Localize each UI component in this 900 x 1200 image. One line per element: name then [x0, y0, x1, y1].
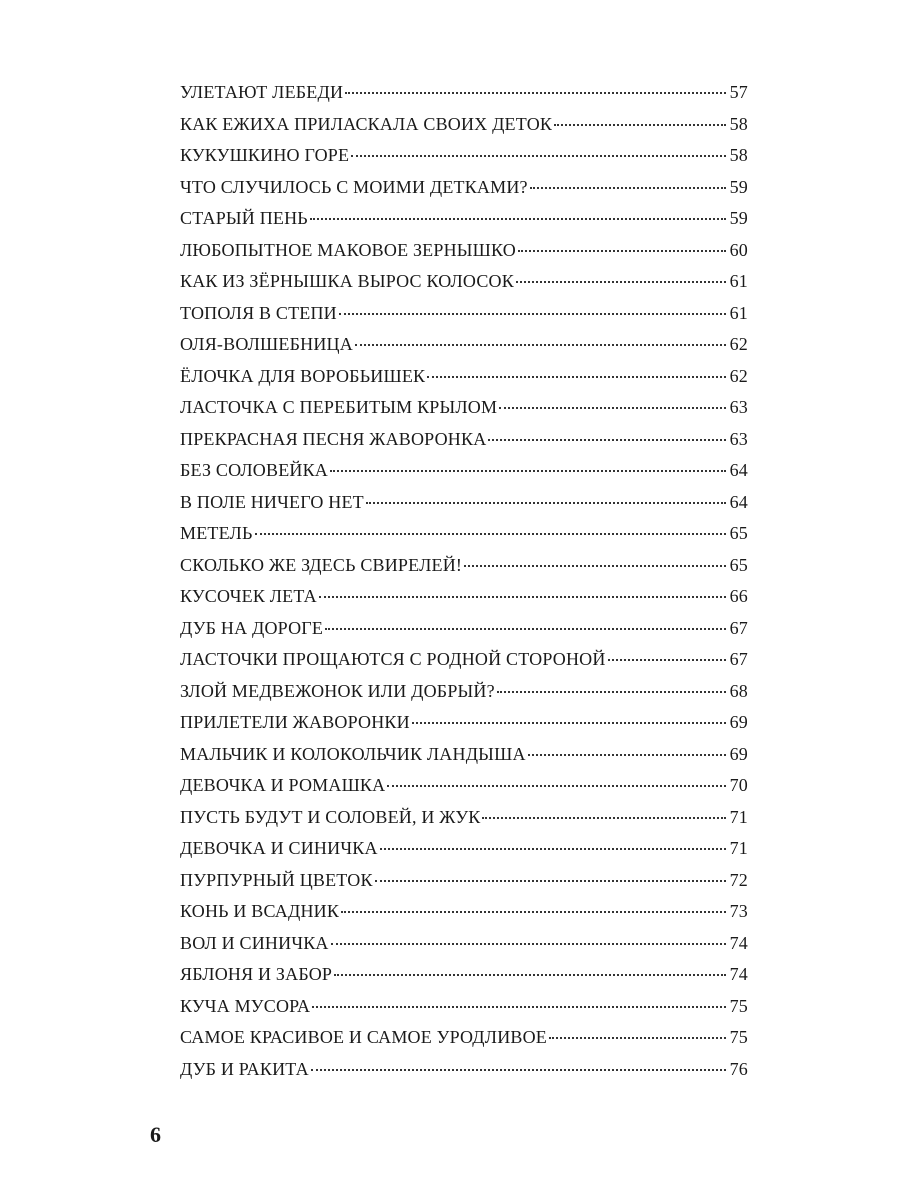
toc-entry[interactable] [180, 492, 748, 524]
toc-entry[interactable] [180, 82, 748, 114]
dot-leader [325, 628, 726, 630]
toc-entry-page: 75 [729, 1027, 748, 1047]
toc-entry-page: 58 [729, 113, 748, 134]
toc-entry[interactable] [180, 555, 748, 587]
toc-entry-page: 68 [729, 680, 748, 701]
dot-leader [380, 848, 726, 850]
toc-entry-page: 74 [729, 932, 748, 953]
toc-entry[interactable] [180, 870, 748, 902]
toc-entry-page: 73 [729, 901, 748, 921]
toc-entry-page: 76 [729, 1058, 748, 1079]
toc-entry-page: 64 [729, 491, 748, 512]
dot-leader [330, 470, 726, 472]
toc-entry-page: 65 [729, 554, 748, 575]
dot-leader [518, 250, 726, 252]
toc-entry-page: 61 [729, 271, 748, 291]
toc-entry[interactable] [180, 618, 748, 650]
toc-entry[interactable] [180, 271, 748, 303]
toc-entry-page: 67 [729, 649, 748, 669]
toc-entry[interactable] [180, 775, 748, 807]
toc-entry-page: 67 [729, 617, 748, 638]
toc-entry-page: 66 [729, 586, 748, 606]
toc-entry[interactable] [180, 1059, 748, 1091]
dot-leader [311, 1069, 726, 1071]
toc-entry-page: 75 [729, 995, 748, 1016]
dot-leader [554, 124, 726, 126]
toc-entry[interactable] [180, 964, 748, 996]
dot-leader [427, 376, 726, 378]
toc-entry-title: ЁЛОЧКА ДЛЯ ВОРОБЬИШЕК [180, 365, 426, 386]
toc-entry-page: 70 [729, 775, 748, 795]
dot-leader [351, 155, 726, 157]
toc-entry-title: ЧТО СЛУЧИЛОСЬ С МОИМИ ДЕТКАМИ? [180, 176, 528, 197]
toc-entry-title: ПУРПУРНЫЙ ЦВЕТОК [180, 869, 373, 890]
dot-leader [499, 407, 726, 409]
dot-leader [375, 880, 726, 882]
toc-entry-page: 72 [729, 869, 748, 890]
toc-entry-title: ПРЕКРАСНАЯ ПЕСНЯ ЖАВОРОНКА [180, 428, 487, 449]
toc-entry[interactable] [180, 523, 748, 555]
dot-leader [334, 974, 726, 976]
toc-entry[interactable] [180, 681, 748, 713]
toc-entry-title: ТОПОЛЯ В СТЕПИ [180, 302, 337, 323]
toc-entry-title: ЛАСТОЧКА С ПЕРЕБИТЫМ КРЫЛОМ [180, 397, 498, 417]
toc-entry-title: СТАРЫЙ ПЕНЬ [180, 208, 308, 228]
toc-entry-page: 62 [729, 334, 748, 354]
toc-entry[interactable] [180, 901, 748, 933]
toc-entry[interactable] [180, 996, 748, 1028]
toc-entry[interactable] [180, 712, 748, 744]
toc-entry-title: КУКУШКИНО ГОРЕ [180, 145, 350, 165]
toc-entry[interactable] [180, 240, 748, 272]
toc-entry[interactable] [180, 744, 748, 776]
toc-entry[interactable] [180, 460, 748, 492]
toc-entry-title: КАК ЕЖИХА ПРИЛАСКАЛА СВОИХ ДЕТОК [180, 113, 553, 134]
toc-entry-page: 62 [729, 365, 748, 386]
toc-entry[interactable] [180, 334, 748, 366]
dot-leader [255, 533, 727, 535]
toc-entry-page: 65 [729, 523, 748, 543]
toc-entry-title: УЛЕТАЮТ ЛЕБЕДИ [180, 82, 344, 102]
dot-leader [464, 565, 726, 567]
toc-entry-page: 71 [729, 838, 748, 858]
toc-entry-page: 61 [729, 302, 748, 323]
toc-entry-title: ЯБЛОНЯ И ЗАБОР [180, 964, 333, 984]
dot-leader [497, 691, 726, 693]
dot-leader [530, 187, 726, 189]
dot-leader [608, 659, 726, 661]
toc-entry-title: ВОЛ И СИНИЧКА [180, 932, 329, 953]
dot-leader [549, 1037, 726, 1039]
dot-leader [331, 943, 726, 945]
toc-entry-title: МЕТЕЛЬ [180, 523, 253, 543]
toc-entry[interactable] [180, 586, 748, 618]
dot-leader [412, 722, 726, 724]
dot-leader [488, 439, 726, 441]
dot-leader [312, 1006, 726, 1008]
dot-leader [310, 218, 726, 220]
toc-entry-title: ДУБ НА ДОРОГЕ [180, 617, 324, 638]
toc-entry-page: 58 [729, 145, 748, 165]
toc-entry[interactable] [180, 366, 748, 398]
toc-entry-title: ПУСТЬ БУДУТ И СОЛОВЕЙ, И ЖУК [180, 806, 481, 827]
toc-entry-page: 64 [729, 460, 748, 480]
toc-entry[interactable] [180, 208, 748, 240]
toc-entry-title: ДЕВОЧКА И РОМАШКА [180, 775, 386, 795]
toc-entry-title: МАЛЬЧИК И КОЛОКОЛЬЧИК ЛАНДЫША [180, 743, 526, 764]
toc-entry-title: ЛЮБОПЫТНОЕ МАКОВОЕ ЗЕРНЫШКО [180, 239, 517, 260]
toc-entry[interactable] [180, 177, 748, 209]
toc-entry-title: ДЕВОЧКА И СИНИЧКА [180, 838, 378, 858]
toc-entry-page: 63 [729, 397, 748, 417]
dot-leader [345, 92, 726, 94]
toc-entry-page: 74 [729, 964, 748, 984]
toc-entry[interactable] [180, 838, 748, 870]
dot-leader [319, 596, 726, 598]
toc-entry[interactable] [180, 933, 748, 965]
toc-entry-title: ДУБ И РАКИТА [180, 1058, 309, 1079]
toc-entry-title: БЕЗ СОЛОВЕЙКА [180, 460, 328, 480]
toc-entry-title: САМОЕ КРАСИВОЕ И САМОЕ УРОДЛИВОЕ [180, 1027, 547, 1047]
toc-entry-title: ЛАСТОЧКИ ПРОЩАЮТСЯ С РОДНОЙ СТОРОНОЙ [180, 649, 606, 669]
dot-leader [366, 502, 726, 504]
toc-entry-page: 57 [729, 82, 748, 102]
table-of-contents [180, 82, 748, 1090]
toc-entry[interactable] [180, 145, 748, 177]
toc-entry[interactable] [180, 397, 748, 429]
toc-entry-title: ОЛЯ-ВОЛШЕБНИЦА [180, 334, 353, 354]
dot-leader [516, 281, 726, 283]
page-number: 6 [150, 1122, 161, 1147]
toc-entry-title: КОНЬ И ВСАДНИК [180, 901, 340, 921]
dot-leader [341, 911, 726, 913]
toc-entry-title: КАК ИЗ ЗЁРНЫШКА ВЫРОС КОЛОСОК [180, 271, 514, 291]
toc-entry-page: 60 [729, 239, 748, 260]
toc-entry[interactable] [180, 303, 748, 335]
toc-entry-page: 69 [729, 743, 748, 764]
toc-entry-page: 71 [729, 806, 748, 827]
toc-entry-title: КУСОЧЕК ЛЕТА [180, 586, 317, 606]
toc-entry-page: 69 [729, 712, 748, 732]
toc-entry-title: ЗЛОЙ МЕДВЕЖОНОК ИЛИ ДОБРЫЙ? [180, 680, 495, 701]
toc-entry[interactable] [180, 1027, 748, 1059]
toc-entry-page: 59 [729, 176, 748, 197]
toc-entry-page: 63 [729, 428, 748, 449]
toc-entry-title: ПРИЛЕТЕЛИ ЖАВОРОНКИ [180, 712, 410, 732]
dot-leader [482, 817, 726, 819]
toc-entry[interactable] [180, 649, 748, 681]
toc-entry-page: 59 [729, 208, 748, 228]
dot-leader [387, 785, 726, 787]
dot-leader [339, 313, 726, 315]
toc-entry[interactable] [180, 429, 748, 461]
toc-entry-title: В ПОЛЕ НИЧЕГО НЕТ [180, 491, 364, 512]
toc-entry[interactable] [180, 114, 748, 146]
toc-entry-title: КУЧА МУСОРА [180, 995, 311, 1016]
toc-entry[interactable] [180, 807, 748, 839]
toc-entry-title: СКОЛЬКО ЖЕ ЗДЕСЬ СВИРЕЛЕЙ! [180, 554, 463, 575]
dot-leader [528, 754, 726, 756]
dot-leader [355, 344, 726, 346]
